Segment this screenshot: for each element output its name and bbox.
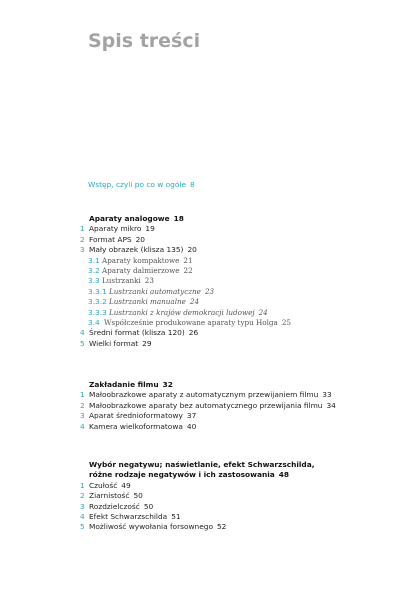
entry-page: 52 (216, 522, 227, 532)
toc-intro[interactable] (88, 180, 195, 189)
entry-label: Lustrzanki automatyczne (109, 286, 201, 296)
entry-page: 23 (144, 276, 154, 286)
page-title: Spis treści (88, 30, 201, 52)
entry-label: Małoobrazkowe aparaty bez automatycznego przewijania filmu (89, 400, 323, 410)
entry-number: 3.2 (88, 265, 100, 275)
entry-label: Format APS (89, 234, 132, 244)
entry-label: Ziarnistość (89, 491, 130, 501)
entry-number: 5 (80, 522, 85, 532)
entry-number: 3 (80, 501, 85, 511)
entry-number: 3.4 (88, 317, 100, 327)
toc-entry[interactable] (80, 422, 410, 432)
entry-label: Aparaty mikro (89, 224, 142, 234)
entry-label: Możliwość wywołania forsownego (89, 522, 213, 532)
entry-page: 19 (145, 224, 155, 234)
toc-entry[interactable] (80, 235, 410, 245)
toc-intro-page: 8 (190, 180, 195, 189)
entry-label: Małoobrazkowe aparaty z automatycznym przewijaniem filmu (89, 390, 319, 400)
toc-entry[interactable] (80, 491, 410, 501)
entry-label: Lustrzanki (102, 276, 141, 286)
entry-page: 49 (121, 480, 131, 490)
toc-entry[interactable] (80, 318, 410, 328)
entry-page: 33 (322, 390, 332, 400)
entry-number: 4 (80, 328, 85, 338)
entry-number: 4 (80, 421, 85, 431)
toc-entry[interactable] (80, 266, 410, 276)
toc-entry[interactable] (80, 297, 410, 307)
entry-page: 24 (258, 307, 268, 317)
toc-entry[interactable] (80, 401, 410, 411)
entry-label: Mały obrazek (klisza 135) (89, 245, 184, 255)
toc-entry[interactable] (80, 276, 410, 286)
chapter-heading[interactable] (80, 214, 410, 224)
toc-entry[interactable] (80, 256, 410, 266)
entry-page: 25 (281, 317, 291, 327)
entry-label: Rozdzielczość (89, 501, 140, 511)
toc-entry[interactable] (80, 339, 410, 349)
toc-entry[interactable] (80, 224, 410, 234)
toc-entry[interactable] (80, 502, 410, 512)
toc-entry[interactable] (80, 512, 410, 522)
entry-page: 23 (204, 286, 215, 296)
entry-label: Lustrzanki manualne (109, 297, 186, 307)
entry-label: Aparat średnioformatowy (89, 411, 183, 421)
chapter-title-line2: różne rodzaje negatywów i ich zastosowania (89, 470, 275, 480)
entry-page: 22 (183, 265, 193, 275)
entry-number: 2 (80, 491, 85, 501)
entry-label: Efekt Schwarzschilda (89, 511, 168, 521)
chapter-heading-cont[interactable] (80, 470, 410, 480)
entry-page: 29 (142, 338, 152, 348)
entry-page: 40 (186, 421, 197, 431)
entry-label: Czułość (89, 480, 118, 490)
entry-number: 3 (80, 411, 85, 421)
entry-number: 1 (80, 480, 85, 490)
entry-number: 3 (80, 245, 85, 255)
toc-entry[interactable] (80, 390, 410, 400)
entry-number: 3.3 (88, 276, 100, 286)
toc-entry[interactable] (80, 481, 410, 491)
entry-number: 2 (80, 400, 85, 410)
entry-number: 3.3.1 (88, 286, 107, 296)
entry-label: Wielki format (89, 338, 139, 348)
toc-chapter-3 (80, 460, 410, 533)
entry-number: 1 (80, 224, 85, 234)
entry-page: 21 (183, 255, 193, 265)
toc-intro-label: Wstęp, czyli po co w ogóle (88, 180, 186, 189)
entry-page: 50 (133, 491, 143, 501)
entry-number: 1 (80, 390, 85, 400)
entry-label: Kamera wielkoformatowa (89, 421, 183, 431)
entry-label: Współcześnie produkowane aparaty typu Holga (104, 317, 278, 327)
entry-page: 26 (188, 328, 199, 338)
entry-page: 37 (186, 411, 197, 421)
entry-page: 20 (135, 234, 146, 244)
toc-entry[interactable] (80, 308, 410, 318)
entry-page: 24 (189, 297, 200, 307)
entry-number: 4 (80, 511, 85, 521)
toc-chapter-1 (80, 214, 410, 349)
entry-page: 50 (143, 501, 154, 511)
chapter-heading[interactable] (80, 380, 410, 390)
toc-chapter-2 (80, 380, 410, 432)
chapter-title: Zakładanie filmu (89, 380, 159, 389)
entry-number: 5 (80, 338, 85, 348)
entry-label: Aparaty kompaktowe (102, 255, 180, 265)
toc-entry[interactable] (80, 245, 410, 255)
entry-label: Średni format (klisza 120) (89, 328, 185, 338)
entry-number: 3.3.3 (88, 307, 107, 317)
entry-number: 3.1 (88, 255, 100, 265)
entry-number: 3.3.2 (88, 297, 107, 307)
toc-entry[interactable] (80, 328, 410, 338)
entry-page: 20 (187, 245, 197, 255)
toc-entry[interactable] (80, 411, 410, 421)
chapter-title: Aparaty analogowe (89, 214, 170, 223)
toc-entry[interactable] (80, 287, 410, 297)
toc-entry[interactable] (80, 522, 410, 532)
entry-label: Lustrzanki z krajów demokracji ludowej (109, 307, 255, 317)
chapter-heading[interactable] (80, 460, 410, 470)
chapter-page: 32 (162, 380, 173, 389)
chapter-page: 18 (173, 214, 184, 223)
chapter-title: Wybór negatywu; naświetlanie, efekt Schwarzschilda, (89, 460, 315, 469)
chapter-page: 48 (278, 470, 290, 480)
entry-page: 51 (171, 511, 181, 521)
entry-number: 2 (80, 234, 85, 244)
entry-page: 34 (326, 400, 336, 410)
entry-label: Aparaty dalmierzowe (102, 265, 180, 275)
